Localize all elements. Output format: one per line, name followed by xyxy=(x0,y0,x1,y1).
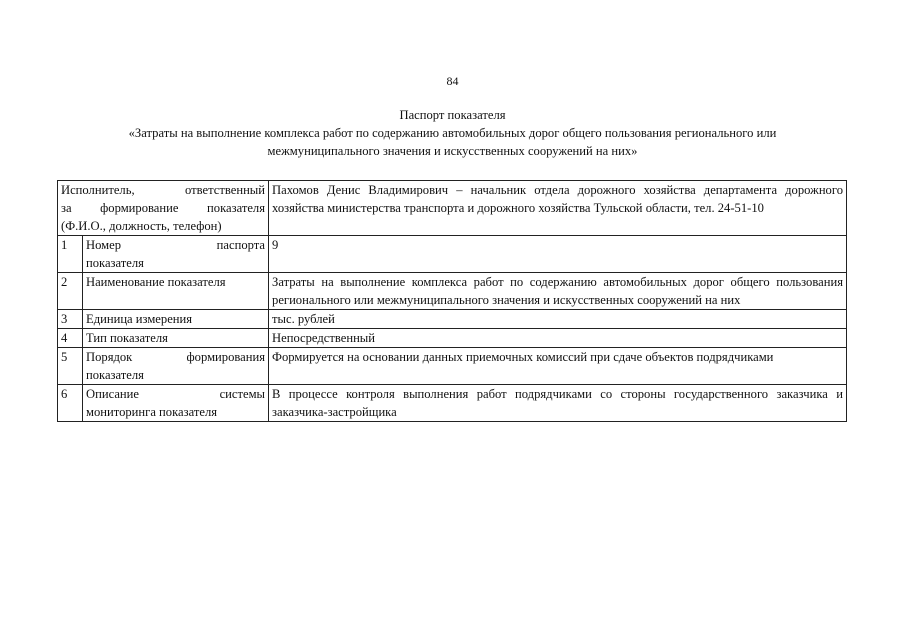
executor-label xyxy=(58,181,269,236)
title-line-1: Паспорт показателя xyxy=(399,108,506,122)
row-label-part: паспорта xyxy=(216,238,266,252)
row-label: Тип показателя xyxy=(83,329,269,348)
row-label-part: формирования xyxy=(186,350,266,364)
row-label xyxy=(83,236,269,273)
row-label-part: показателя xyxy=(86,368,144,382)
passport-table xyxy=(57,180,847,422)
page-number: 84 xyxy=(446,74,459,88)
row-label-part: системы xyxy=(219,387,266,401)
table-row xyxy=(58,273,847,310)
row-number: 3 xyxy=(58,310,83,329)
row-label-part: Порядок xyxy=(86,350,133,364)
table-row xyxy=(58,348,847,385)
row-label xyxy=(83,385,269,422)
table-row xyxy=(58,310,847,329)
table-row xyxy=(58,329,847,348)
row-label-part: показателя xyxy=(86,256,144,270)
row-value: Непосредственный xyxy=(269,329,847,348)
row-label-part: Номер xyxy=(86,238,122,252)
executor-value: Пахомов Денис Владимирович – начальник отдела дорожного хозяйства департамента дорожного хозяйства министерства транспорта и дорожного хозяйства Тульской области, тел. 24-51-10 xyxy=(269,181,847,236)
executor-label-line3: (Ф.И.О., должность, телефон) xyxy=(61,219,222,233)
row-label: Единица измерения xyxy=(83,310,269,329)
document-title xyxy=(50,106,855,160)
row-number: 6 xyxy=(58,385,83,422)
executor-label-line1: Исполнитель, ответственный xyxy=(61,183,266,197)
row-label-part: Описание xyxy=(86,387,139,401)
row-number: 1 xyxy=(58,236,83,273)
row-number: 4 xyxy=(58,329,83,348)
row-number: 2 xyxy=(58,273,83,310)
row-value: В процессе контроля выполнения работ подрядчиками со стороны государственного заказчика и заказчика-застройщика xyxy=(269,385,847,422)
table-row xyxy=(58,385,847,422)
row-value: тыс. рублей xyxy=(269,310,847,329)
row-label: Наименование показателя xyxy=(83,273,269,310)
title-line-3: межмуниципального значения и искусственных сооружений на них» xyxy=(267,144,638,158)
row-label-part: мониторинга показателя xyxy=(86,405,218,419)
table-row-executor xyxy=(58,181,847,236)
table-row xyxy=(58,236,847,273)
row-value: 9 xyxy=(269,236,847,273)
row-number: 5 xyxy=(58,348,83,385)
title-line-2: «Затраты на выполнение комплекса работ по содержанию автомобильных дорог общего пользования регионального или xyxy=(128,126,777,140)
row-label xyxy=(83,348,269,385)
executor-label-line2: за формирование показателя xyxy=(61,201,266,215)
row-value: Затраты на выполнение комплекса работ по содержанию автомобильных дорог общего пользования регионального или межмуниципального значения и искусственных сооружений на них xyxy=(269,273,847,310)
row-value: Формируется на основании данных приемочных комиссий при сдаче объектов подрядчиками xyxy=(269,348,847,385)
